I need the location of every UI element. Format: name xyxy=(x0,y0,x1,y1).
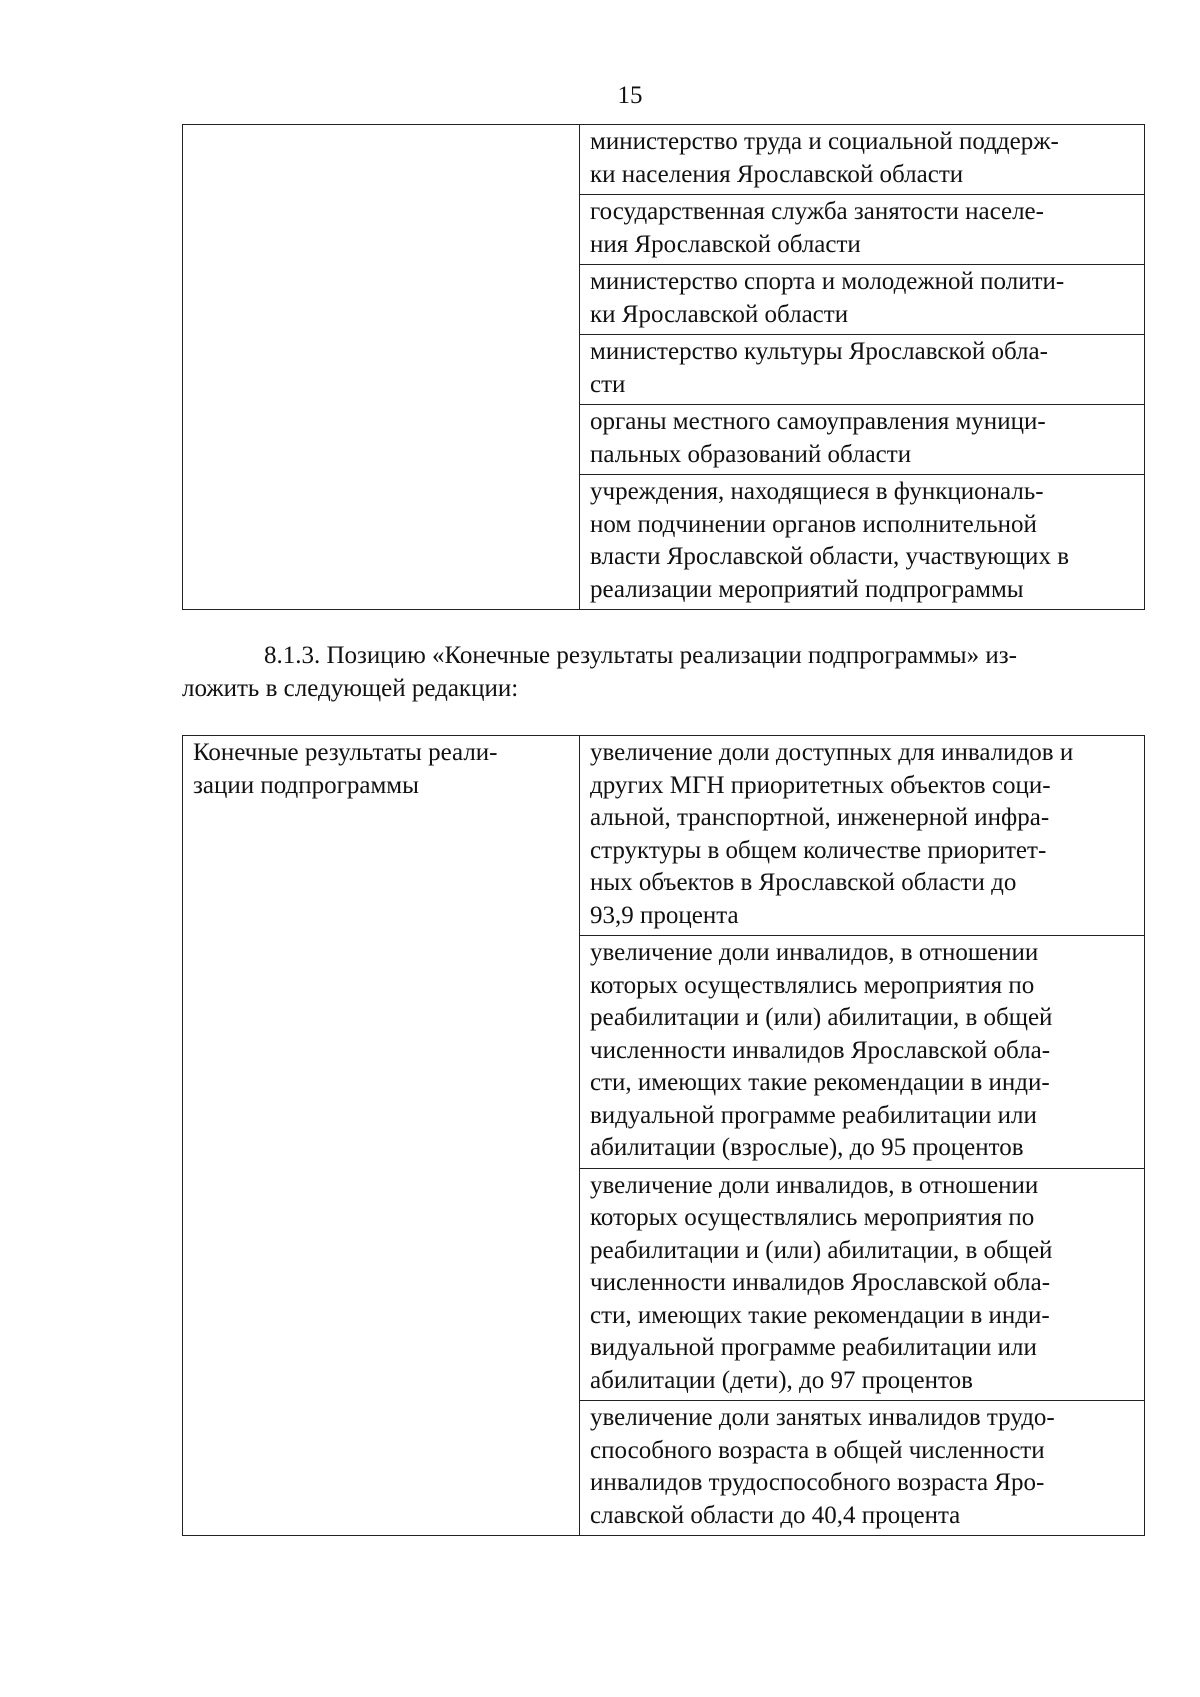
cell-text-line: реабилитации и (или) абилитации, в общей xyxy=(590,1004,1053,1031)
amendment-paragraph xyxy=(182,640,1144,705)
table-left-cell xyxy=(183,736,580,1536)
cell-text-line: видуальной программе реабилитации или xyxy=(590,1334,1037,1361)
table-cell xyxy=(580,475,1145,610)
cell-text-line: зации подпрограммы xyxy=(193,771,419,799)
cell-text-line: абилитации (взрослые), до 95 процентов xyxy=(590,1134,1024,1161)
cell-text-line: увеличение доли инвалидов, в отношении xyxy=(590,1171,1039,1199)
cell-text-line: увеличение доли инвалидов, в отношении xyxy=(590,939,1039,966)
cell-text-line: реализации мероприятий подпрограммы xyxy=(590,575,1024,603)
table-cell xyxy=(580,335,1145,405)
cell-text-line: Конечные результаты реали- xyxy=(193,739,498,766)
cell-text-line: которых осуществлялись мероприятия по xyxy=(590,1204,1035,1231)
cell-text-line: других МГН приоритетных объектов соци- xyxy=(590,771,1051,799)
cell-text-line: ном подчинении органов исполнительной xyxy=(590,510,1037,538)
final-results-table xyxy=(182,735,1145,1536)
cell-text-line: власти Ярославской области, участвующих в xyxy=(590,543,1069,570)
cell-text-line: сти, имеющих такие рекомендации в инди- xyxy=(590,1301,1050,1329)
cell-text-line: реабилитации и (или) абилитации, в общей xyxy=(590,1236,1053,1264)
paragraph-line: 8.1.3. Позицию «Конечные результаты реализации подпрограммы» из- xyxy=(264,642,1017,669)
table-cell xyxy=(580,125,1145,195)
table-row xyxy=(183,125,1145,195)
table-cell xyxy=(580,1168,1145,1401)
table-cell xyxy=(580,1401,1145,1536)
cell-text-line: славской области до 40,4 процента xyxy=(590,1501,961,1529)
cell-text-line: которых осуществлялись мероприятия по xyxy=(590,971,1035,999)
page-number: 15 xyxy=(617,82,643,109)
table-cell xyxy=(580,265,1145,335)
cell-text-line: министерство спорта и молодежной полити- xyxy=(590,268,1065,295)
cell-text-line: ки Ярославской области xyxy=(590,300,849,328)
cell-text-line: способного возраста в общей численности xyxy=(590,1436,1045,1464)
cell-text-line: органы местного самоуправления муници- xyxy=(590,408,1046,435)
cell-text-line: 93,9 процента xyxy=(590,901,739,929)
cell-text-line: пальных образований области xyxy=(590,440,912,468)
paragraph-line: ложить в следующей редакции: xyxy=(182,674,519,702)
cell-text-line: министерство труда и социальной поддерж- xyxy=(590,128,1059,155)
cell-text-line: видуальной программе реабилитации или xyxy=(590,1101,1037,1129)
cell-text-line: сти, имеющих такие рекомендации в инди- xyxy=(590,1069,1050,1096)
cell-text-line: альной, транспортной, инженерной инфра- xyxy=(590,804,1050,831)
cell-text-line: структуры в общем количестве приоритет- xyxy=(590,836,1047,864)
cell-text-line: ных объектов в Ярославской области до xyxy=(590,869,1017,896)
cell-text-line: численности инвалидов Ярославской обла- xyxy=(590,1269,1051,1296)
cell-text-line: увеличение доли доступных для инвалидов и xyxy=(590,739,1074,766)
cell-text-line: учреждения, находящиеся в функциональ- xyxy=(590,478,1044,505)
cell-text-line: государственная служба занятости населе- xyxy=(590,198,1044,225)
cell-text-line: численности инвалидов Ярославской обла- xyxy=(590,1036,1051,1064)
table-cell xyxy=(580,405,1145,475)
cell-text-line: абилитации (дети), до 97 процентов xyxy=(590,1366,973,1394)
table-cell xyxy=(580,736,1145,936)
table-left-cell xyxy=(183,125,580,610)
cell-text-line: увеличение доли занятых инвалидов трудо- xyxy=(590,1404,1055,1431)
cell-text-line: инвалидов трудоспособного возраста Яро- xyxy=(590,1469,1045,1496)
cell-text-line: ния Ярославской области xyxy=(590,230,861,258)
table-cell xyxy=(580,195,1145,265)
responsible-executors-table xyxy=(182,124,1145,610)
cell-text-line: сти xyxy=(590,370,626,398)
cell-text-line: министерство культуры Ярославской обла- xyxy=(590,338,1048,365)
cell-text-line: ки населения Ярославской области xyxy=(590,160,964,188)
table-cell xyxy=(580,936,1145,1169)
table-row xyxy=(183,736,1145,936)
